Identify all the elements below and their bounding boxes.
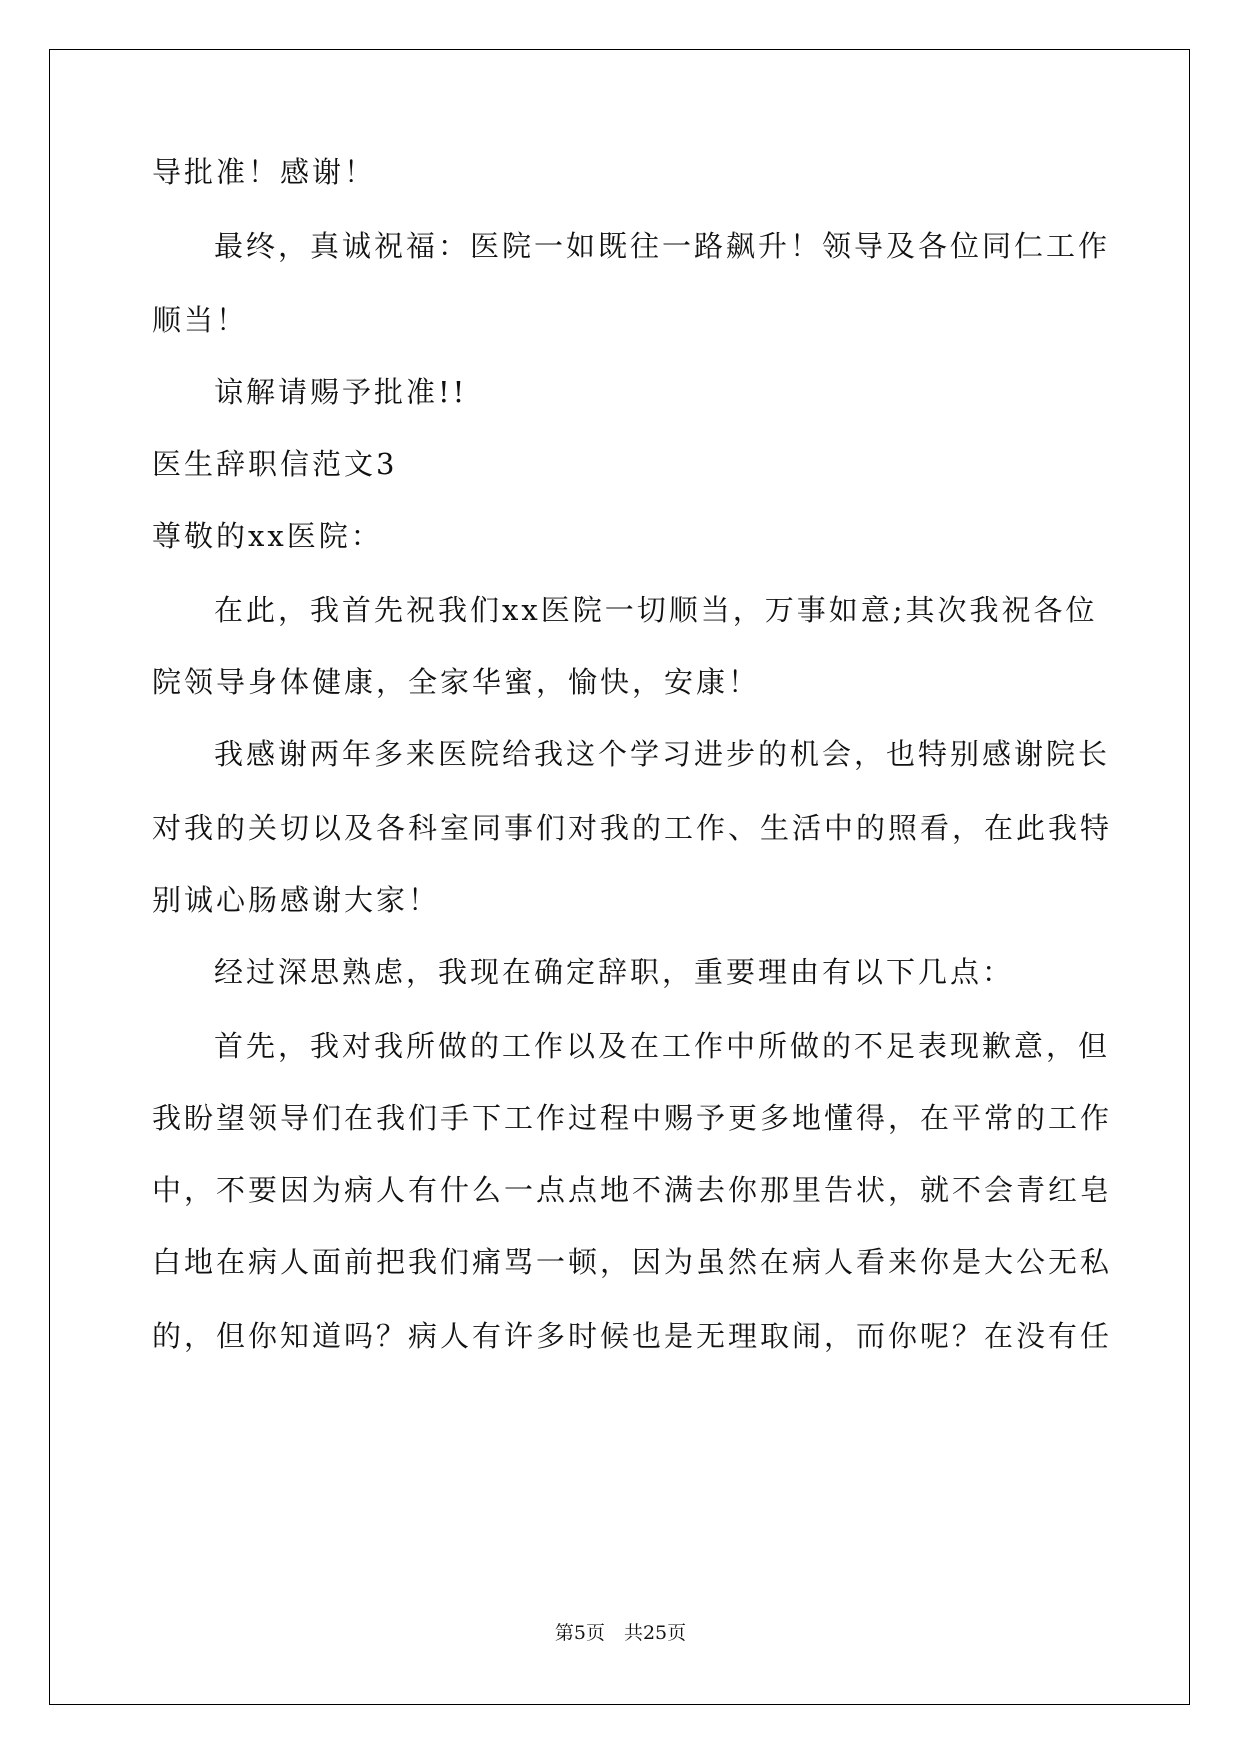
salutation: 尊敬的xx医院： bbox=[152, 519, 383, 553]
text-line: 别诚心肠感谢大家！ bbox=[152, 883, 441, 917]
text-line: 首先，我对我所做的工作以及在工作中所做的不足表现歉意，但 bbox=[214, 1029, 1111, 1063]
text-line: 经过深思熟虑，我现在确定辞职，重要理由有以下几点： bbox=[214, 955, 1015, 989]
page-border bbox=[49, 49, 1190, 1705]
text-line: 的，但你知道吗？病人有许多时候也是无理取闹，而你呢？在没有任 bbox=[152, 1319, 1113, 1353]
page-number-footer: 第5页 共25页 bbox=[554, 1622, 687, 1644]
text-line: 谅解请赐予批准!! bbox=[214, 375, 468, 409]
text-line: 中，不要因为病人有什么一点点地不满去你那里告状，就不会青红皂 bbox=[152, 1173, 1113, 1207]
section-heading: 医生辞职信范文3 bbox=[152, 447, 398, 481]
text-line: 院领导身体健康，全家华蜜，愉快，安康！ bbox=[152, 665, 761, 699]
text-line: 白地在病人面前把我们痛骂一顿，因为虽然在病人看来你是大公无私 bbox=[152, 1245, 1113, 1279]
text-line: 对我的关切以及各科室同事们对我的工作、生活中的照看，在此我特 bbox=[152, 811, 1113, 845]
text-line: 在此，我首先祝我们xx医院一切顺当，万事如意;其次我祝各位 bbox=[214, 593, 1098, 627]
text-line: 导批准！感谢！ bbox=[152, 155, 377, 189]
text-line: 我感谢两年多来医院给我这个学习进步的机会，也特别感谢院长 bbox=[214, 737, 1111, 771]
text-line: 顺当！ bbox=[152, 303, 249, 337]
text-line: 最终，真诚祝福：医院一如既往一路飙升！领导及各位同仁工作 bbox=[214, 229, 1111, 263]
text-line: 我盼望领导们在我们手下工作过程中赐予更多地懂得，在平常的工作 bbox=[152, 1101, 1113, 1135]
